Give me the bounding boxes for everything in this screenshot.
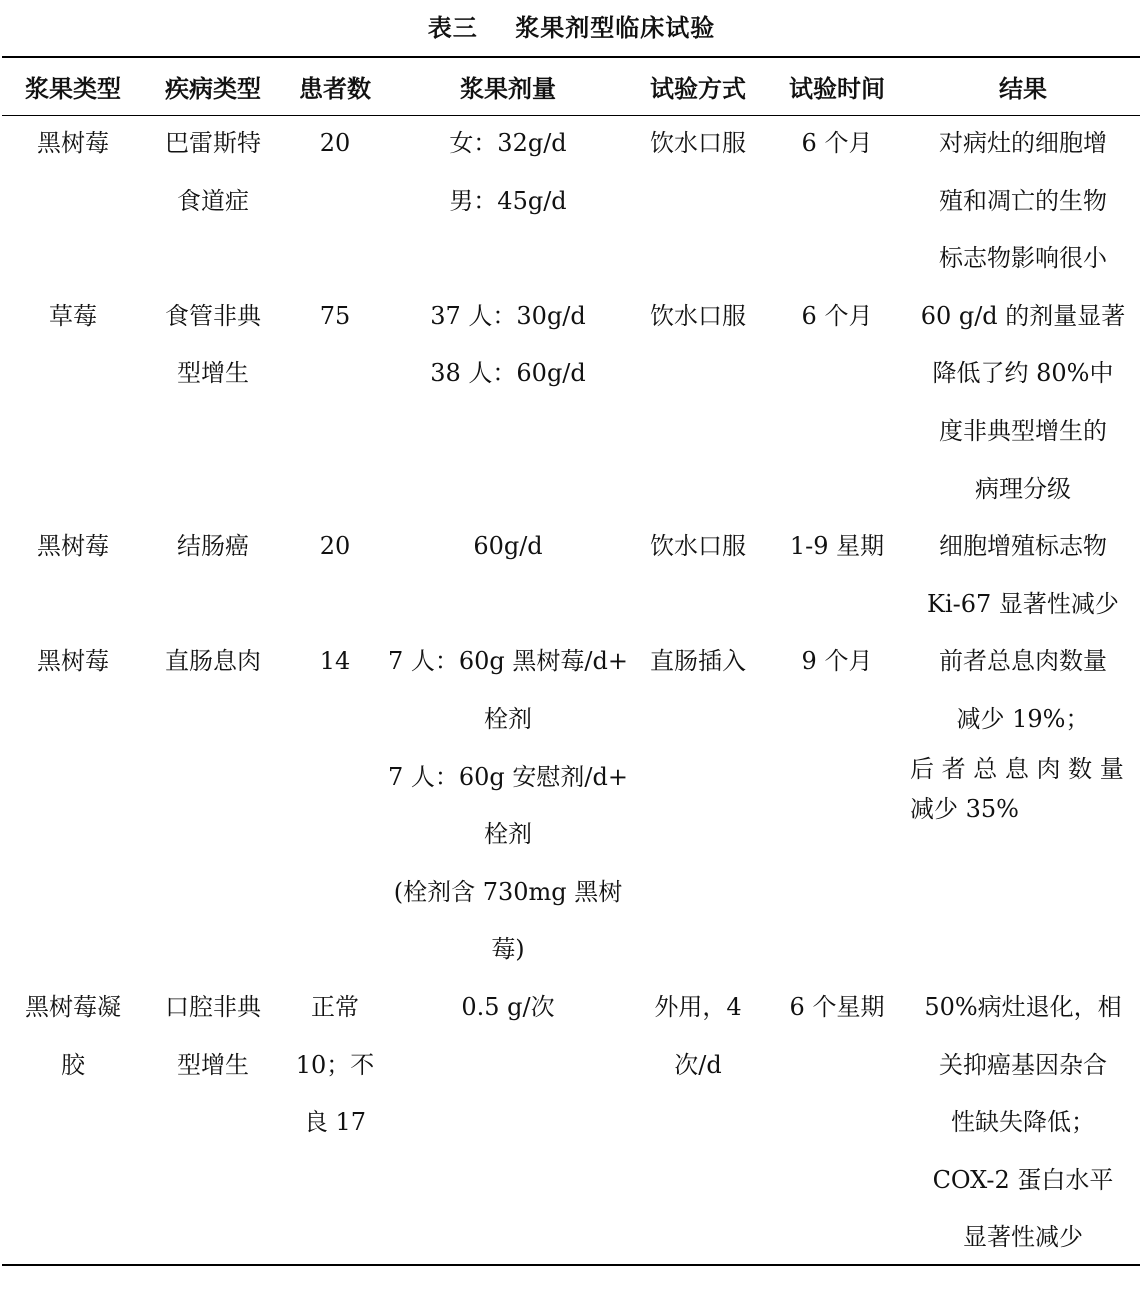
cell-patients: 正常 10；不 良 17 — [295, 992, 375, 1137]
cell-method: 饮水口服 — [650, 129, 746, 157]
clinical-trials-table — [2, 58, 1140, 1267]
table-header-row — [2, 58, 1140, 115]
cell-dose: 7 人：60g 黑树莓/d+ 栓剂 7 人：60g 安慰剂/d+ 栓剂 (栓剂含 730mg 黑树 莓) — [388, 647, 628, 964]
cell-dose: 女：32g/d 男：45g/d — [449, 129, 567, 215]
cell-method: 外用，4 次/d — [654, 992, 742, 1079]
table-row — [2, 979, 1140, 1267]
cell-berry-type: 黑树莓 — [37, 647, 109, 676]
cell-dose: 37 人：30g/d 38 人：60g/d — [430, 301, 586, 388]
cell-result: 细胞增殖标志物 Ki-67 显著性减少 — [927, 532, 1119, 618]
cell-dose: 0.5 g/次 — [461, 992, 555, 1021]
header-method: 试验方式 — [650, 75, 746, 103]
header-result: 结果 — [999, 75, 1047, 103]
cell-method: 饮水口服 — [650, 532, 746, 561]
cell-result-first: 前者总息肉数量 减少 19%； — [939, 647, 1107, 733]
cell-patients: 20 — [319, 129, 351, 157]
cell-method: 饮水口服 — [650, 301, 746, 330]
header-patients: 患者数 — [299, 75, 371, 103]
header-disease-type: 疾病类型 — [165, 75, 261, 103]
cell-result: 50%病灶退化，相 关抑癌基因杂合 性缺失降低； COX-2 蛋白水平 显著性减少 — [924, 992, 1122, 1252]
table-caption: 表三 浆果剂型临床试验 — [427, 14, 716, 42]
cell-method: 直肠插入 — [650, 647, 746, 676]
cell-disease-type: 口腔非典 型增生 — [165, 992, 261, 1079]
cell-duration: 6 个月 — [801, 129, 873, 157]
cell-duration: 6 个月 — [801, 301, 873, 330]
cell-disease-type: 结肠癌 — [177, 532, 249, 561]
cell-patients: 14 — [319, 647, 351, 676]
cell-patients: 75 — [319, 301, 351, 330]
cell-dose: 60g/d — [473, 532, 543, 561]
cell-berry-type: 黑树莓 — [37, 532, 109, 561]
header-berry-type: 浆果类型 — [25, 75, 121, 103]
header-dose: 浆果剂量 — [460, 75, 556, 103]
cell-disease-type: 直肠息肉 — [165, 647, 261, 676]
cell-result-second: 后 者 总 息 肉 数 量 减少 35% — [910, 754, 1124, 823]
cell-result: 60 g/d 的剂量显著 降低了约 80%中 度非典型增生的 病理分级 — [920, 301, 1126, 503]
header-duration: 试验时间 — [789, 75, 885, 103]
table-row — [2, 288, 1140, 518]
cell-berry-type: 黑树莓凝 胶 — [25, 992, 121, 1079]
cell-duration: 6 个星期 — [789, 992, 885, 1021]
cell-duration: 1-9 星期 — [789, 532, 885, 561]
cell-disease-type: 巴雷斯特 食道症 — [165, 129, 261, 215]
table-row — [2, 115, 1140, 288]
cell-berry-type: 黑树莓 — [37, 129, 109, 157]
cell-result: 对病灶的细胞增 殖和凋亡的生物 标志物影响很小 — [939, 129, 1107, 273]
cell-disease-type: 食管非典 型增生 — [165, 301, 261, 388]
table-row — [2, 518, 1140, 633]
cell-duration: 9 个月 — [801, 647, 873, 676]
cell-patients: 20 — [319, 532, 351, 561]
table-row — [2, 633, 1140, 979]
cell-berry-type: 草莓 — [49, 301, 97, 330]
